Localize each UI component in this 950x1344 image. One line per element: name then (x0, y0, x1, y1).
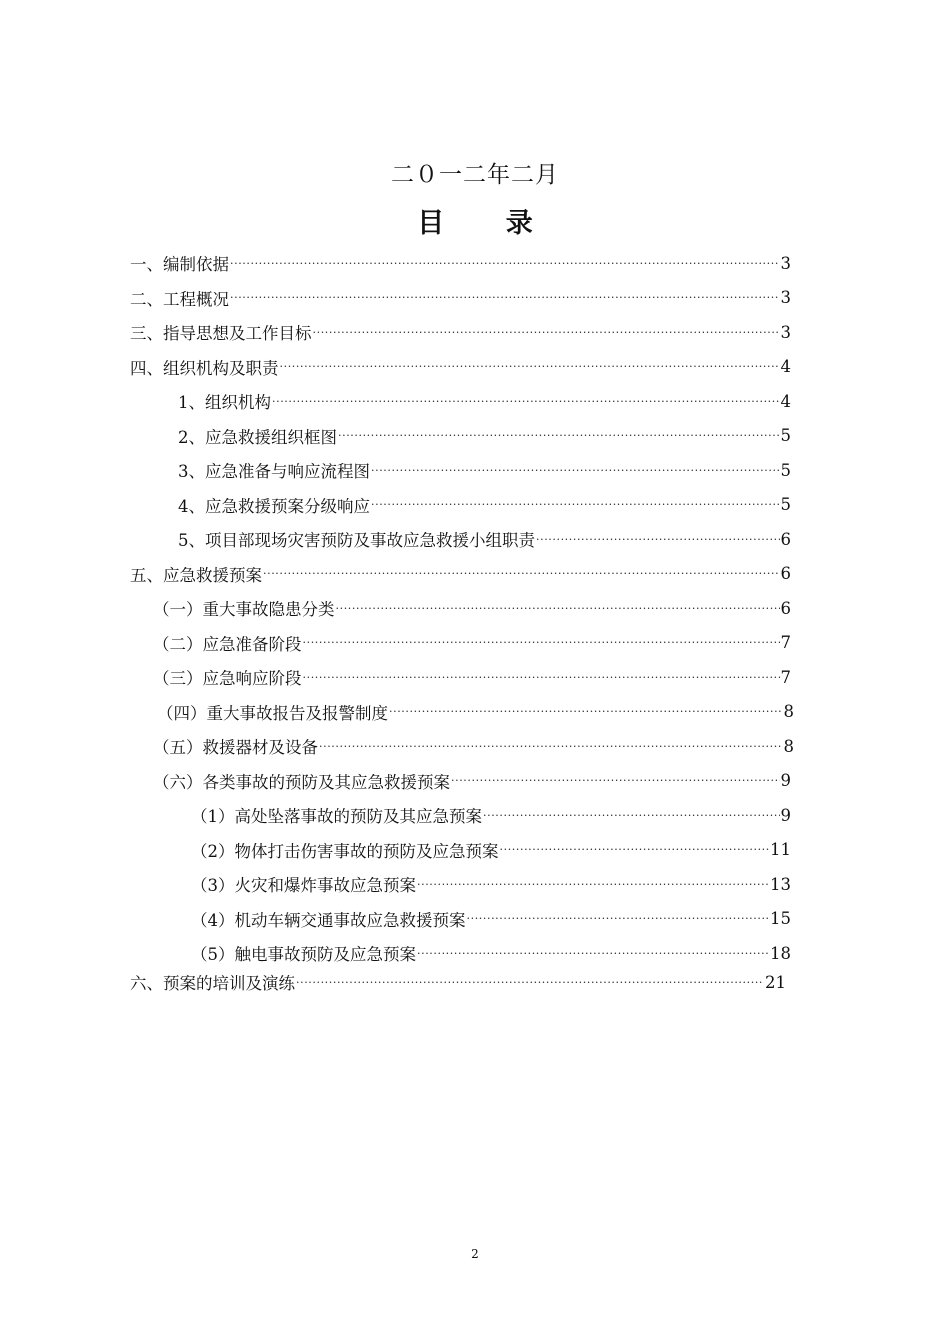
toc-entry[interactable] (130, 557, 791, 591)
toc-entry-label: （3）火灾和爆炸事故应急预案 (191, 876, 416, 895)
toc-leader-dots (536, 534, 780, 545)
toc-entry-page: 8 (783, 702, 794, 721)
toc-entry-page: 8 (783, 736, 794, 756)
toc-entry-label: （4）机动车辆交通事故应急救援预案 (191, 910, 466, 930)
toc-entry-label: （一）重大事故隐患分类 (153, 600, 335, 619)
toc-leader-dots (451, 775, 780, 786)
toc-entry[interactable] (178, 453, 791, 487)
toc-leader-dots (230, 292, 780, 303)
toc-entry-label: 一、编制依据 (130, 255, 229, 274)
toc-entry-label: 2、应急救援组织框图 (178, 427, 337, 447)
toc-entry[interactable] (178, 488, 791, 522)
toc-entry[interactable] (130, 281, 791, 315)
toc-entry-label: 四、组织机构及职责 (130, 358, 279, 378)
toc-entry-page: 6 (780, 598, 791, 618)
toc-entry[interactable] (191, 867, 791, 901)
toc-entry-page: 9 (780, 771, 791, 790)
toc-entry[interactable] (191, 798, 791, 832)
toc-entry-page: 5 (780, 426, 791, 445)
toc-entry-label: （六）各类事故的预防及其应急救援预案 (153, 772, 450, 792)
toc-entry[interactable] (153, 660, 791, 694)
toc-entry-page: 18 (770, 943, 791, 963)
toc-entry-page: 4 (780, 357, 791, 376)
toc-leader-dots (338, 430, 780, 441)
toc-entry[interactable] (178, 522, 791, 556)
toc-leader-dots (313, 327, 780, 338)
toc-entry[interactable] (130, 965, 786, 999)
toc-leader-dots (483, 810, 780, 821)
toc-entry-label: （四）重大事故报告及报警制度 (157, 703, 388, 723)
toc-entry-page: 13 (770, 874, 791, 894)
toc-entry[interactable] (153, 729, 794, 763)
toc-entry-label: 5、项目部现场灾害预防及事故应急救援小组职责 (178, 531, 535, 550)
toc-leader-dots (371, 499, 780, 510)
toc-leader-dots (263, 568, 780, 579)
toc-entry-label: （五）救援器材及设备 (153, 738, 318, 757)
toc-entry[interactable] (178, 384, 791, 418)
toc-entry-page: 3 (780, 322, 791, 342)
toc-entry[interactable] (191, 833, 791, 867)
toc-leader-dots (417, 948, 769, 959)
toc-entry-label: 3、应急准备与响应流程图 (178, 462, 370, 481)
toc-leader-dots (230, 258, 780, 269)
toc-entry[interactable] (191, 902, 791, 936)
toc-leader-dots (272, 396, 780, 407)
toc-leader-dots (296, 977, 764, 988)
toc-entry-page: 15 (770, 909, 791, 928)
toc-title: 目 录 (417, 208, 559, 239)
toc-entry-label: 1、组织机构 (178, 393, 271, 412)
toc-entry-label: （2）物体打击伤害事故的预防及应急预案 (191, 841, 499, 861)
toc-entry-page: 3 (780, 288, 791, 307)
toc-leader-dots (280, 361, 780, 372)
document-date: 二０一二年二月 (391, 162, 559, 188)
toc-leader-dots (417, 879, 769, 890)
toc-entry-label: （二）应急准备阶段 (153, 634, 302, 654)
toc-entry[interactable] (178, 419, 791, 453)
toc-entry-label: 4、应急救援预案分级响应 (178, 496, 370, 516)
toc-entry[interactable] (153, 626, 791, 660)
toc-entry-label: （1）高处坠落事故的预防及其应急预案 (191, 807, 482, 826)
toc-entry-page: 7 (780, 667, 791, 687)
toc-entry-page: 7 (780, 633, 791, 652)
toc-leader-dots (303, 637, 780, 648)
toc-entry-label: （5）触电事故预防及应急预案 (191, 945, 416, 964)
toc-leader-dots (389, 706, 783, 717)
toc-leader-dots (336, 603, 780, 614)
toc-entry[interactable] (153, 764, 791, 798)
toc-entry[interactable] (153, 591, 791, 625)
toc-leader-dots (371, 465, 780, 476)
toc-leader-dots (319, 741, 783, 752)
toc-entry[interactable] (130, 350, 791, 384)
toc-entry-page: 3 (780, 253, 791, 273)
toc-leader-dots (467, 913, 770, 924)
toc-entry-page: 6 (780, 529, 791, 549)
toc-entry-label: 二、工程概况 (130, 289, 229, 309)
toc-entry-page: 5 (780, 460, 791, 480)
toc-entry[interactable] (130, 246, 791, 280)
toc-entry-page: 9 (780, 805, 791, 825)
page-number: 2 (471, 1247, 479, 1261)
toc-leader-dots (500, 844, 770, 855)
toc-entry-page: 5 (780, 495, 791, 514)
toc-entry-label: 三、指导思想及工作目标 (130, 324, 312, 343)
toc-entry[interactable] (130, 315, 791, 349)
toc-entry-page: 4 (780, 391, 791, 411)
toc-leader-dots (303, 672, 780, 683)
toc-entry-page: 21 (765, 972, 786, 992)
toc-entry-label: （三）应急响应阶段 (153, 669, 302, 688)
toc-entry-label: 五、应急救援预案 (130, 565, 262, 585)
toc-entry[interactable] (157, 695, 794, 729)
toc-entry-page: 11 (770, 840, 791, 859)
toc-entry-label: 六、预案的培训及演练 (130, 974, 295, 993)
toc-entry-page: 6 (780, 564, 791, 583)
